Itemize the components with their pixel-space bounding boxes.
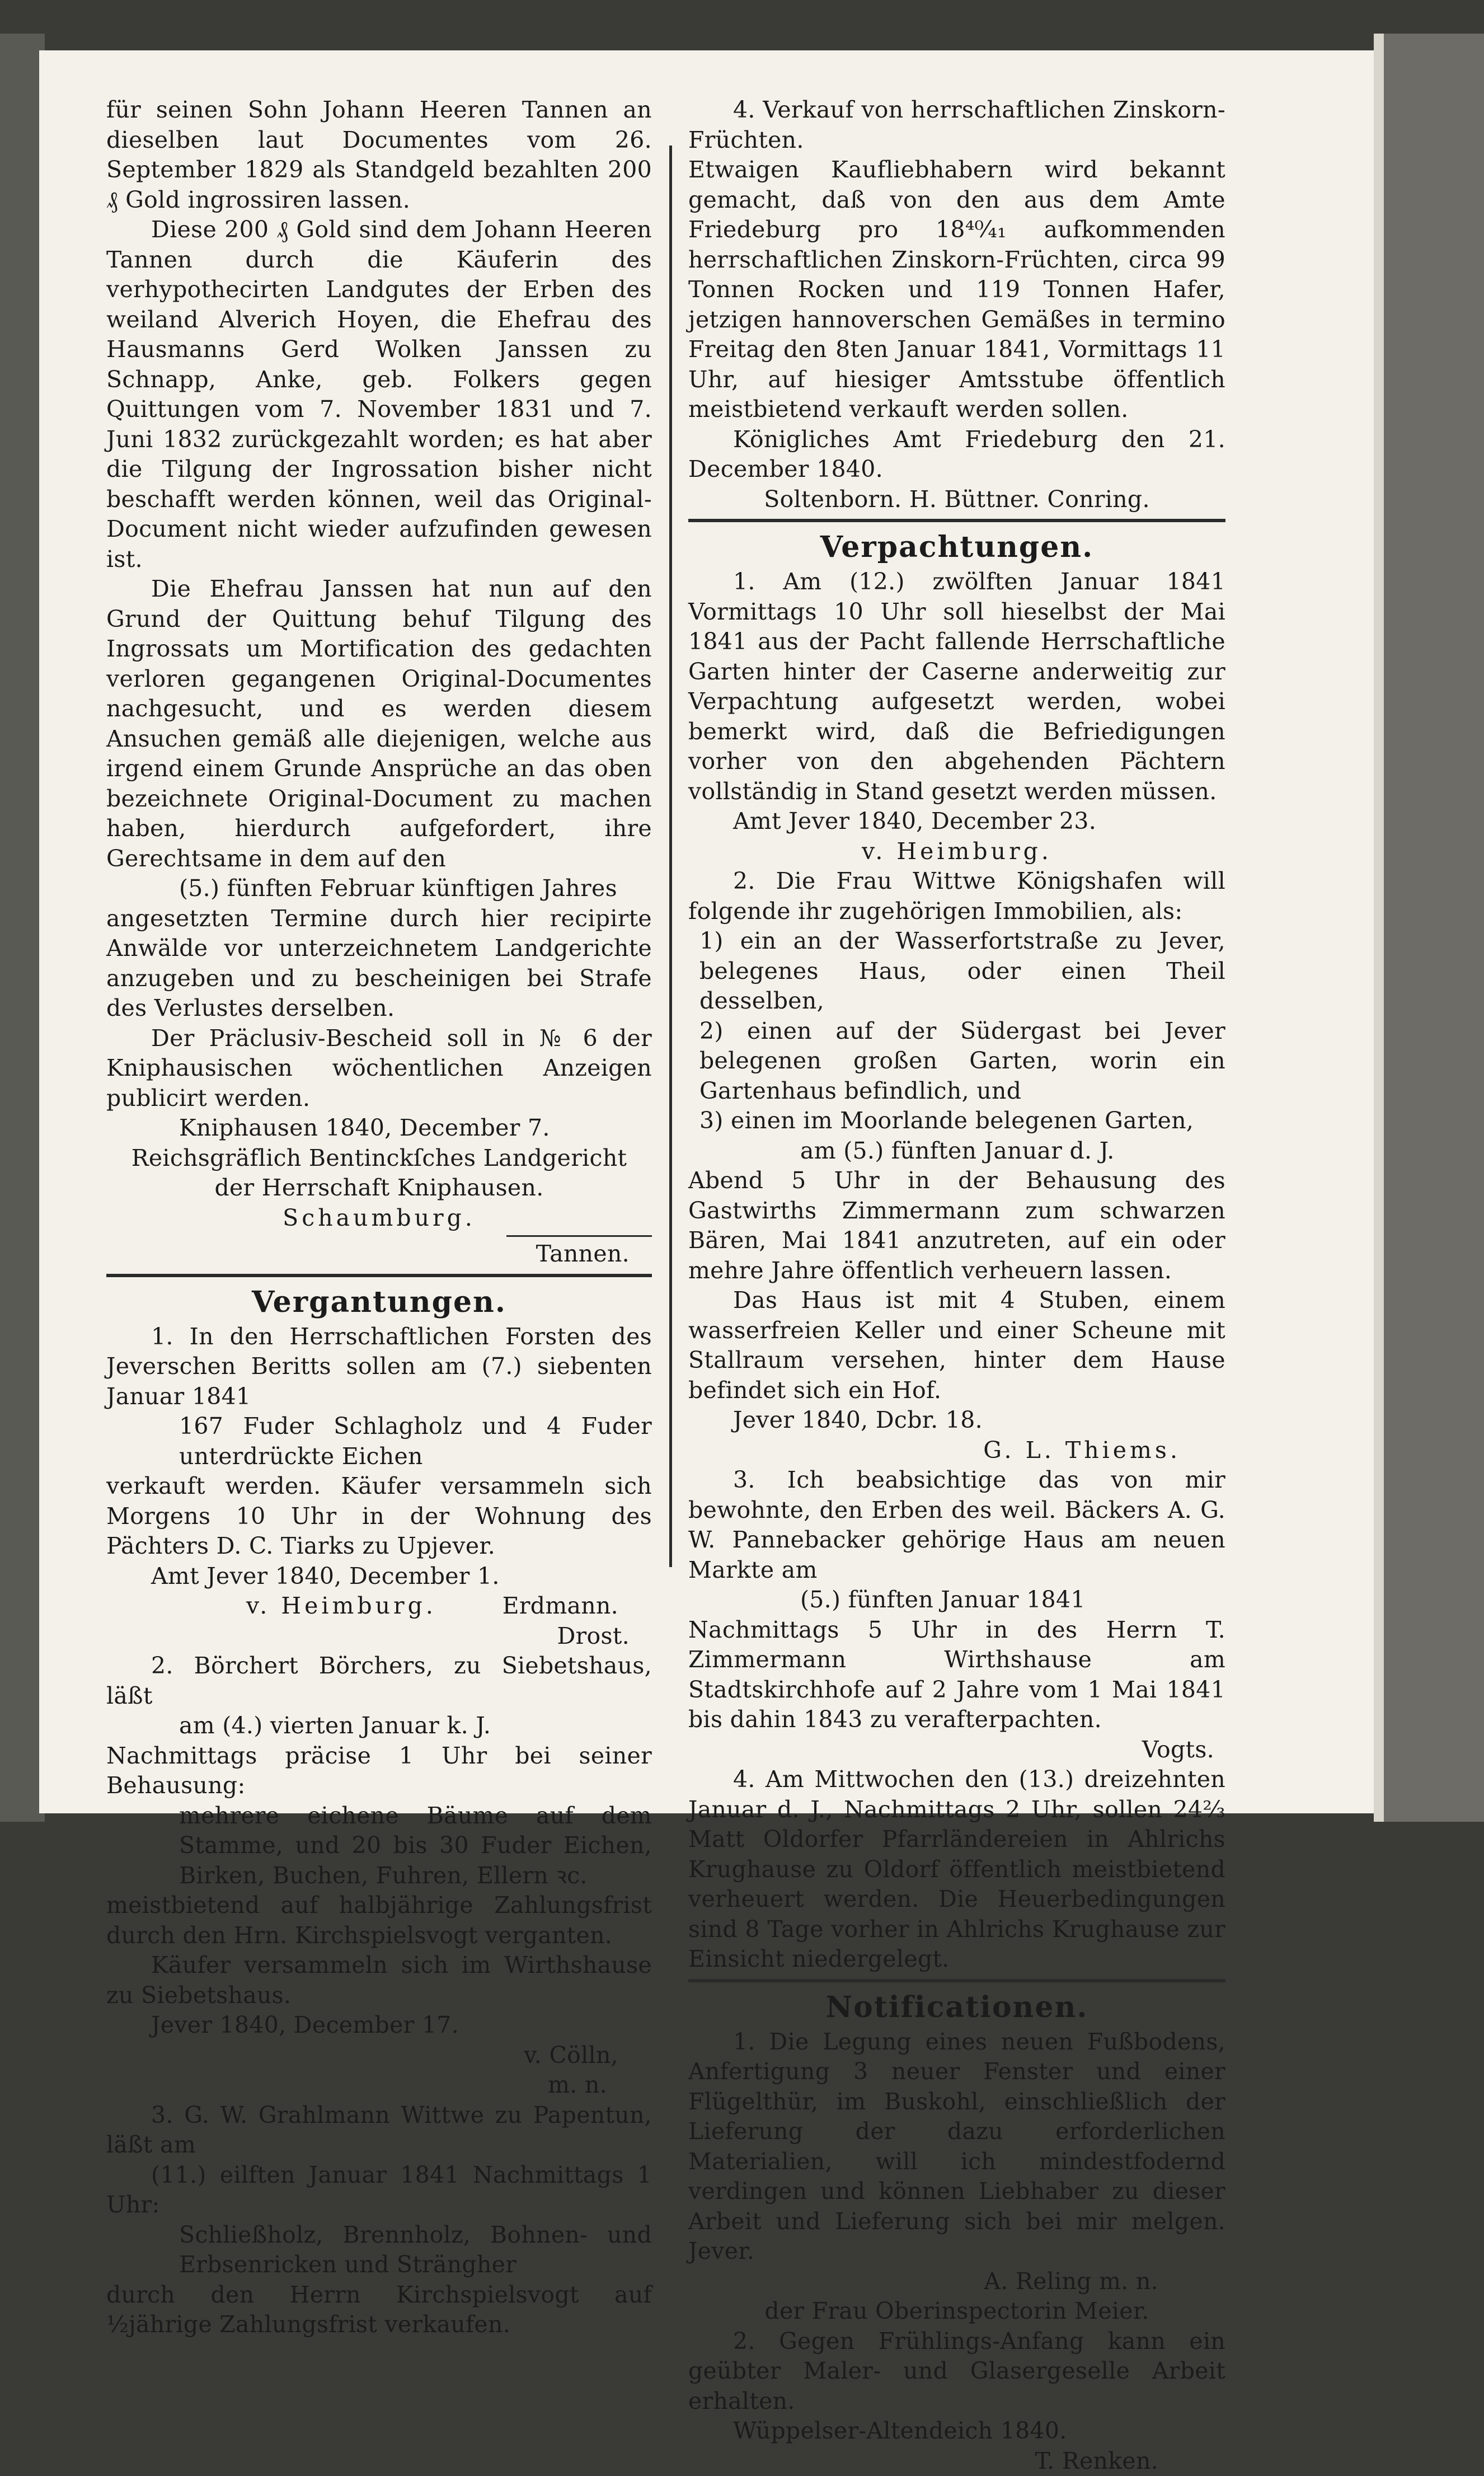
paragraph: Die Ehefrau Janssen hat nun auf den Grund der Quittung behuf Tilgung des Ingrossats um Mortification des gedachten verloren gegangenen Original-Documentes nachgesucht, und es werden diesem Ansuchen gemäß alle diejenigen, welche aus irgend einem Grunde Ansprüche an das oben bezeichnete Original-Document zu machen haben, hierdurch aufgefordert, ihre Gerechtsame in dem auf den	[106, 574, 652, 874]
book-binding	[0, 34, 45, 1822]
paragraph: 4. Am Mittwochen den (13.) dreizehnten Januar d. J., Nachmittags 2 Uhr, sollen 24²⁄₃ Matt Oldorfer Pfarrländereien in Ahlrichs Krughause zu Oldorf öffentlich meistbietend verheuert werden. Die Heuerbedingungen sind 8 Tage vorher in Ahlrichs Krughause zur Einsicht niedergelegt.	[688, 1765, 1225, 1975]
signature-rule	[506, 1235, 652, 1237]
section-heading: Notificationen.	[688, 1988, 1225, 2027]
paragraph: Diese 200 ₰ Gold sind dem Johann Heeren Tannen durch die Käuferin des verhypothecirten Landgutes der Erben des weiland Alverich Hoyen, die Ehefrau des Hausmanns Gerd Wolken Janssen zu Schnapp, Anke, geb. Folkers gegen Quittungen vom 7. November 1831 und 7. Juni 1832 zurückgezahlt worden; es hat aber die Tilgung der Ingrossation bisher nicht beschafft werden können, weil das Original-Document nicht wieder aufzufinden gewesen ist.	[106, 215, 652, 574]
book-cover-edge	[1382, 34, 1484, 1822]
signature: der Herrschaft Kniphausen.	[106, 1173, 652, 1203]
paragraph: 1. Am (12.) zwölften Januar 1841 Vormittags 10 Uhr soll hieselbst der Mai 1841 aus der Pacht fallende Herrschaftliche Garten hinter der Caserne anderweitig zur Verpachtung aufgesetzt werden, wobei bemerkt wird, daß die Befriedigungen vorher von den abgehenden Pächtern vollständig in Stand gesetzt werden müssen.	[688, 567, 1225, 806]
signature: Erdmann.	[503, 1591, 618, 1621]
paragraph: für seinen Sohn Johann Heeren Tannen an dieselben laut Documentes vom 26. September 1829 als Standgeld bezahlten 200 ₰ Gold ingrossiren lassen.	[106, 95, 652, 215]
signature: G. L. Thiems.	[688, 1436, 1225, 1466]
paragraph: durch den Herrn Kirchspielsvogt auf ½jährige Zahlungsfrist verkaufen.	[106, 2280, 652, 2340]
section-rule	[688, 519, 1225, 522]
place-date: Wüppelser-Altendeich 1840.	[688, 2416, 1225, 2446]
date-line: (5.) fünften Februar künftigen Jahres	[106, 874, 652, 904]
date-line: (5.) fünften Januar 1841	[688, 1585, 1225, 1615]
paragraph: 3. G. W. Grahlmann Wittwe zu Papentun, läßt am	[106, 2100, 652, 2160]
paragraph: Schließholz, Brennholz, Bohnen- und Erbsenricken und Strängher	[106, 2220, 652, 2280]
date-line: (11.) eilften Januar 1841 Nachmittags 1 Uhr:	[106, 2160, 652, 2220]
paragraph: 4. Verkauf von herrschaftlichen Zinskorn-Früchten.	[688, 95, 1225, 155]
section-rule	[106, 1274, 652, 1277]
section-heading: Vergantungen.	[106, 1283, 652, 1322]
paragraph: Abend 5 Uhr in der Behausung des Gastwirths Zimmermann zum schwarzen Bären, Mai 1841 anzutreten, auf ein oder mehre Jahre öffentlich verheuern lassen.	[688, 1166, 1225, 1286]
place-date: Amt Jever 1840, December 23.	[688, 806, 1225, 837]
signature: Schaumburg.	[106, 1203, 652, 1234]
place-date: Kniphausen 1840, December 7.	[106, 1113, 652, 1143]
paragraph: 167 Fuder Schlagholz und 4 Fuder unterdrückte Eichen	[106, 1411, 652, 1471]
paragraph: verkauft werden. Käufer versammeln sich Morgens 10 Uhr in der Wohnung des Pächters D. C. Tiarks zu Upjever.	[106, 1471, 652, 1561]
paragraph: Etwaigen Kaufliebhabern wird bekannt gemacht, daß von den aus dem Amte Friedeburg pro 18⁴⁰⁄₄₁ aufkommenden herrschaftlichen Zinskorn-Früchten, circa 99 Tonnen Rocken und 119 Tonnen Hafer, jetzigen hannoverschen Gemäßes in termino Freitag den 8ten Januar 1841, Vormittags 11 Uhr, auf hiesiger Amtsstube öffentlich meistbietend verkauft werden sollen.	[688, 155, 1225, 425]
column-divider	[669, 146, 672, 1567]
signature: Drost.	[106, 1621, 652, 1652]
signature: m. n.	[106, 2070, 652, 2100]
paragraph: angesetzten Termine durch hier recipirte Anwälde vor unterzeichnetem Landgerichte anzugeben und zu bescheinigen bei Strafe des Verlustes derselben.	[106, 904, 652, 1024]
signature-row	[106, 1591, 652, 1621]
paragraph: 1. Die Legung eines neuen Fußbodens, Anfertigung 3 neuer Fenster und einer Flügelthür, im Buskohl, einschließlich der Lieferung der dazu erforderlichen Materialien, will ich mindestfodernd verdingen und können Liebhaber zu dieser Arbeit und Lieferung sich bei mir melgen. Jever.	[688, 2027, 1225, 2267]
paragraph: Der Präclusiv-Bescheid soll in № 6 der Kniphausischen wöchentlichen Anzeigen publicirt werden.	[106, 1024, 652, 1114]
left-column	[106, 95, 652, 2340]
date-line: am (4.) vierten Januar k. J.	[106, 1711, 652, 1741]
paragraph: 2. Börchert Börchers, zu Siebetshaus, läßt	[106, 1651, 652, 1711]
page-edge	[1374, 34, 1384, 1822]
signature: Soltenborn. H. Büttner. Conring.	[688, 485, 1225, 515]
paragraph: Das Haus ist mit 4 Stuben, einem wasserfreien Keller und einer Scheune mit Stallraum versehen, hinter dem Hause befindet sich ein Hof.	[688, 1286, 1225, 1405]
paragraph: Käufer versammeln sich im Wirthshause zu Siebetshaus.	[106, 1950, 652, 2010]
paragraph: 2. Die Frau Wittwe Königshafen will folgende ihr zugehörigen Immobilien, als:	[688, 866, 1225, 926]
list-item: 3) einen im Moorlande belegenen Garten,	[688, 1106, 1225, 1136]
signature: Vogts.	[688, 1735, 1225, 1765]
signature: Reichsgräflich Bentinckſches Landgericht	[106, 1143, 652, 1174]
place-date: Jever 1840, December 17.	[106, 2010, 652, 2041]
signature: der Frau Oberinspectorin Meier.	[688, 2296, 1225, 2327]
place-date: Amt Jever 1840, December 1.	[106, 1561, 652, 1592]
signature: v. Heimburg.	[688, 837, 1225, 867]
date-line: am (5.) fünften Januar d. J.	[688, 1136, 1225, 1166]
paragraph: mehrere eichene Bäume auf dem Stamme, und 20 bis 30 Fuder Eichen, Birken, Buchen, Fuhren, Ellern ꝛc.	[106, 1801, 652, 1891]
paragraph: 1. In den Herrschaftlichen Forsten des Jeverschen Beritts sollen am (7.) siebenten Januar 1841	[106, 1322, 652, 1412]
signature: v. Cölln,	[106, 2041, 652, 2071]
right-column	[688, 95, 1225, 2476]
paragraph: 2. Gegen Frühlings-Anfang kann ein geübter Maler- und Glasergeselle Arbeit erhalten.	[688, 2327, 1225, 2417]
place-date: Königliches Amt Friedeburg den 21. December 1840.	[688, 425, 1225, 485]
paragraph: meistbietend auf halbjährige Zahlungsfrist durch den Hrn. Kirchspielsvogt verganten.	[106, 1891, 652, 1950]
paragraph: Nachmittags 5 Uhr in des Herrn T. Zimmermann Wirthshause am Stadtskirchhofe auf 2 Jahre vom 1 Mai 1841 bis dahin 1843 zu verafterpachten.	[688, 1615, 1225, 1735]
place-date: Jever 1840, Dcbr. 18.	[688, 1405, 1225, 1436]
list-item: 1) ein an der Wasserfortstraße zu Jever, belegenes Haus, oder einen Theil desselben,	[688, 926, 1225, 1016]
signature: T. Renken.	[688, 2446, 1225, 2476]
signature: v. Heimburg.	[246, 1591, 436, 1621]
signature: A. Reling m. n.	[688, 2267, 1225, 2297]
section-heading: Verpachtungen.	[688, 528, 1225, 567]
list-item: 2) einen auf der Südergast bei Jever belegenen großen Garten, worin ein Gartenhaus befindlich, und	[688, 1016, 1225, 1106]
section-rule	[688, 1979, 1225, 1982]
paragraph: Nachmittags präcise 1 Uhr bei seiner Behausung:	[106, 1741, 652, 1801]
signature: Tannen.	[106, 1239, 652, 1269]
paragraph: 3. Ich beabsichtige das von mir bewohnte, den Erben des weil. Bäckers A. G. W. Pannebacker gehörige Haus am neuen Markte am	[688, 1465, 1225, 1585]
